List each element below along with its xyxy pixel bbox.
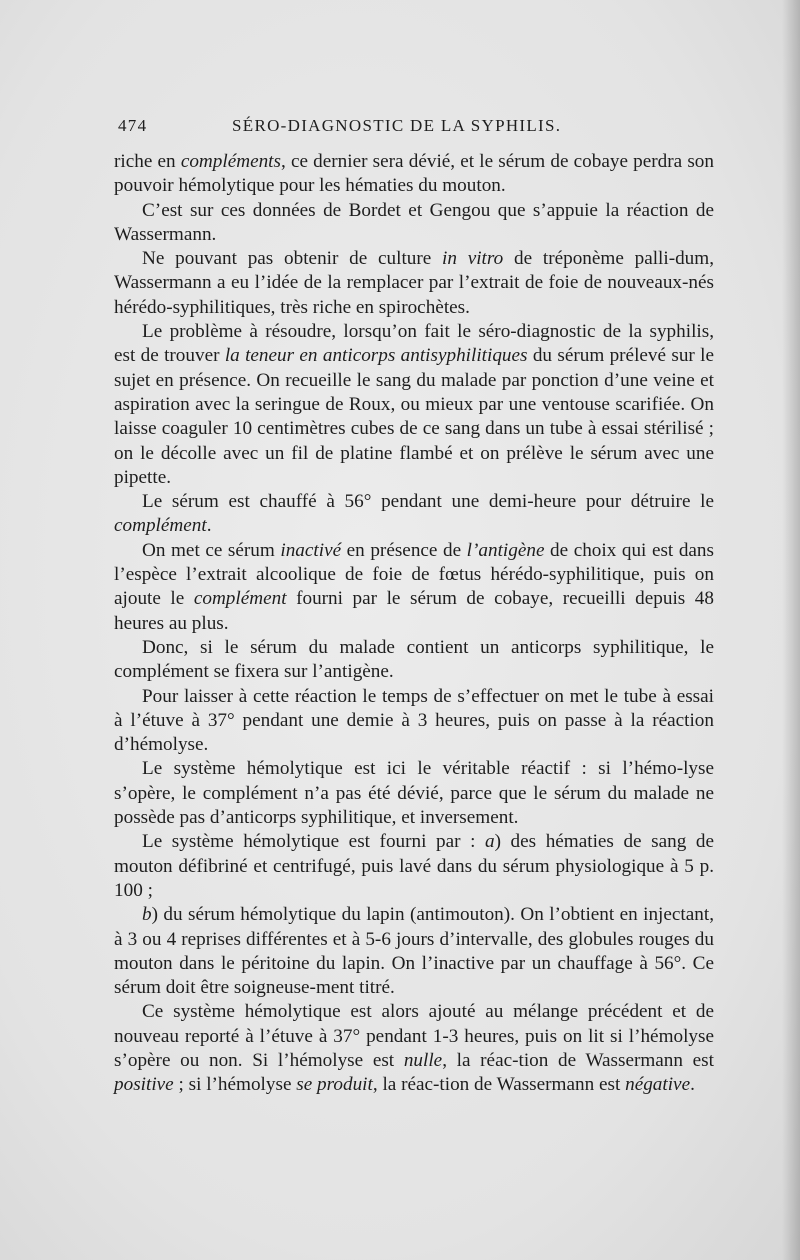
paragraph — [114, 490, 714, 539]
text-run: du sérum prélevé sur le sujet en présence. On recueille le sang du malade par ponction d’une veine et aspiration avec la seringue de Roux, ou mieux par une ventouse scarifiée. On laisse coaguler 10 centimètres cubes de ce sang dans un tube à essai stérilisé ; on le décolle avec un fil de platine flambé et on prélève le sérum avec une pipette. — [114, 345, 714, 488]
italic-run: complément — [193, 588, 287, 610]
text-run: ) du sérum hémolytique du lapin (antimouton). On l’obtient en injectant, à 3 ou 4 reprises différentes et à 5-6 jours d’intervalle, des globules rouges du mouton dans le péritoine du lapin. On l’inactive par un chauffage à 56°. Ce sérum doit être soigneuse-ment titré. — [114, 904, 714, 999]
text-run: Ne pouvant pas obtenir de culture — [142, 248, 443, 270]
text-run: Le système hémolytique est ici le véritable réactif : si l’hémo-lyse s’opère, le complément n’a pas été dévié, parce que le sérum du malade ne possède pas d’anticorps syphilitique, et inversement. — [114, 758, 714, 829]
italic-run: inactivé — [280, 539, 342, 561]
text-run: , ce dernier sera dévié, et le sérum de cobaye perdra son pouvoir hémolytique pour les hématies du mouton. — [114, 151, 714, 197]
paragraph — [114, 830, 714, 903]
paragraph — [114, 1000, 714, 1097]
running-head: SÉRO-DIAGNOSTIC DE LA SYPHILIS. — [232, 116, 562, 135]
text-run: ) des hématies de sang de mouton défibriné et centrifugé, puis lavé dans du sérum physiologique à 5 p. 100 ; — [114, 831, 714, 901]
paragraph — [114, 320, 714, 490]
text-run: C’est sur ces données de Bordet et Gengou que s’appuie la réaction de Wassermann. — [114, 199, 714, 245]
paragraph — [114, 757, 714, 830]
page-number: 474 — [118, 116, 148, 135]
text-run: , la réac-tion de Wassermann est — [372, 1074, 626, 1096]
italic-run: a — [485, 831, 495, 853]
italic-run: b — [142, 904, 152, 926]
paragraph — [114, 539, 714, 636]
text-run: Le problème à résoudre, lorsqu’on fait le séro-diagnostic de la syphilis, est de trouver — [114, 321, 714, 367]
italic-run: négative — [625, 1074, 691, 1096]
text-run: Donc, si le sérum du malade contient un anticorps syphilitique, le complément se fixera sur l’antigène. — [114, 636, 714, 683]
italic-run: la teneur en anticorps antisyphilitiques — [224, 345, 528, 367]
paragraph — [114, 636, 714, 685]
page-edge-shadow — [782, 0, 800, 1260]
italic-run: positive — [114, 1074, 174, 1096]
text-run: fourni par le sérum de cobaye, recueilli depuis 48 heures au plus. — [114, 588, 714, 634]
paragraph — [114, 150, 714, 199]
text-run: de tréponème palli-dum, Wassermann a eu l’idée de la remplacer par l’extrait de foie de nouveaux-nés hérédo-syphilitiques, très riche en spirochètes. — [114, 248, 715, 318]
italic-run: in vitro — [442, 248, 504, 270]
text-run: Ce système hémolytique est alors ajouté au mélange précédent et de nouveau reporté à l’étuve à 37° pendant 1-3 heures, puis on lit si l’hémolyse s’opère ou non. Si l’hémolyse est — [114, 1001, 714, 1071]
text-run: Le système hémolytique est fourni par : — [142, 831, 485, 853]
text-run: On met ce sérum — [142, 539, 281, 561]
italic-run: compléments — [180, 151, 281, 172]
italic-run: se produit — [296, 1074, 373, 1096]
italic-run: l’antigène — [466, 539, 545, 561]
text-run: . — [690, 1074, 695, 1096]
paragraph — [114, 247, 714, 320]
text-run: , la réac-tion de Wassermann est — [442, 1049, 714, 1071]
paragraph — [114, 685, 714, 758]
paragraph — [114, 903, 714, 1000]
text-run: ; si l’hémolyse — [173, 1074, 297, 1096]
body-text — [114, 150, 714, 1098]
text-run: riche en — [114, 151, 181, 172]
text-run: . — [206, 515, 212, 537]
text-run: Le sérum est chauffé à 56° pendant une demi-heure pour détruire le — [142, 491, 714, 513]
italic-run: complément — [114, 515, 207, 537]
page-header — [118, 116, 714, 140]
text-run: Pour laisser à cette réaction le temps de s’effectuer on met le tube à essai à l’étuve à 37° pendant une demie à 3 heures, puis on passe à la réaction d’hémolyse. — [114, 685, 714, 756]
text-run: de choix qui est dans l’espèce l’extrait alcoolique de foie de fœtus hérédo-syphilitique, puis on ajoute le — [114, 539, 714, 610]
paragraph — [114, 199, 714, 248]
italic-run: nulle — [403, 1049, 443, 1071]
text-run: en présence de — [341, 539, 467, 561]
